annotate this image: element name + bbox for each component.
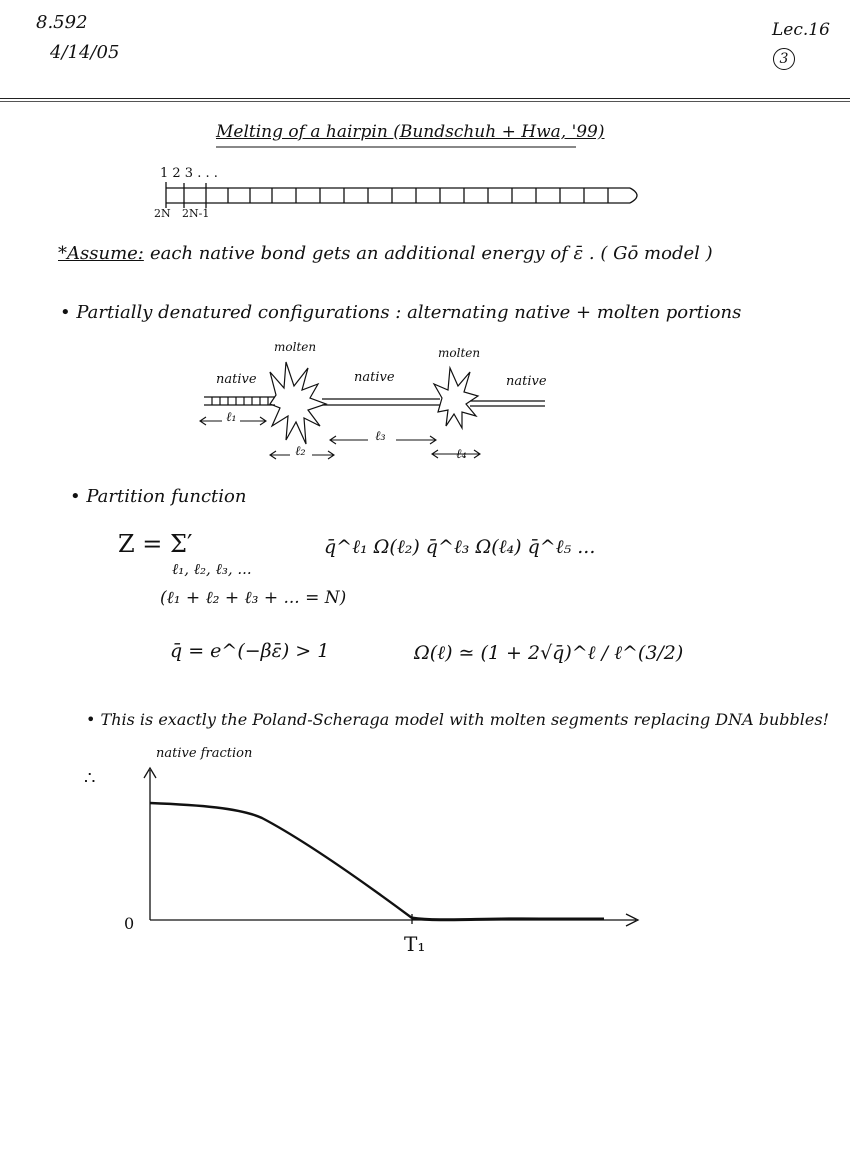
chain-top-labels: 1 2 3 . . .	[160, 166, 218, 181]
sketch-l1: ℓ₁	[226, 410, 237, 425]
graph-y-label: native fraction	[156, 746, 253, 761]
sketch-molten-2: molten	[438, 346, 481, 360]
omega-definition: Ω(ℓ) ≃ (1 + 2√q̄)^ℓ / ℓ^(3/2)	[414, 642, 684, 664]
page-title: Melting of a hairpin (Bundschuh + Hwa, '99)	[216, 122, 605, 142]
sketch-native-3: native	[506, 374, 547, 389]
graph-tc-label: T₁	[404, 932, 426, 956]
native-fraction-curve	[150, 803, 412, 918]
qbar-definition: q̄ = e^(−βε̄) > 1	[170, 640, 330, 662]
assume-label: *Assume:	[58, 243, 144, 264]
partition-terms: q̄^ℓ₁ Ω(ℓ₂) q̄^ℓ₃ Ω(ℓ₄) q̄^ℓ₅ ...	[324, 536, 596, 558]
partial-text: • Partially denatured configurations : alternating native + molten portions	[60, 302, 742, 323]
chain-bottom-label-2n: 2N	[154, 207, 171, 220]
sketch-molten-1: molten	[274, 340, 317, 354]
page-number: 3	[779, 51, 789, 67]
sketch-native-1: native	[216, 372, 257, 387]
assume-text: each native bond gets an additional energy of ε̄ . ( Gō model )	[150, 243, 713, 264]
sketch-l4: ℓ₄	[456, 447, 467, 462]
chain-bottom-label-2n-1: 2N-1	[182, 207, 210, 220]
hairpin-chain	[166, 182, 637, 208]
length-arrows	[200, 417, 480, 459]
sketch-native-2: native	[354, 370, 395, 385]
native-fraction-graph	[144, 768, 638, 926]
partition-Z: Z = Σ′	[118, 530, 193, 558]
native-fraction-flat	[412, 918, 604, 920]
course-number: 8.592	[36, 12, 88, 33]
lecture-date: 4/14/05	[50, 42, 120, 63]
lecture-label: Lec.16	[772, 20, 830, 40]
sketch-l3: ℓ₃	[375, 429, 386, 444]
poland-scheraga-text: • This is exactly the Poland-Scheraga model with molten segments replacing DNA bubbles!	[86, 710, 829, 729]
partition-heading: • Partition function	[70, 486, 247, 507]
therefore-symbol: ∴	[84, 768, 96, 789]
graph-origin-label: 0	[124, 914, 135, 933]
sketch-l2: ℓ₂	[295, 444, 306, 459]
denatured-sketch	[204, 362, 545, 444]
partition-sum-index: ℓ₁, ℓ₂, ℓ₃, ...	[172, 560, 252, 578]
partition-constraint: (ℓ₁ + ℓ₂ + ℓ₃ + ... = N)	[160, 588, 347, 608]
